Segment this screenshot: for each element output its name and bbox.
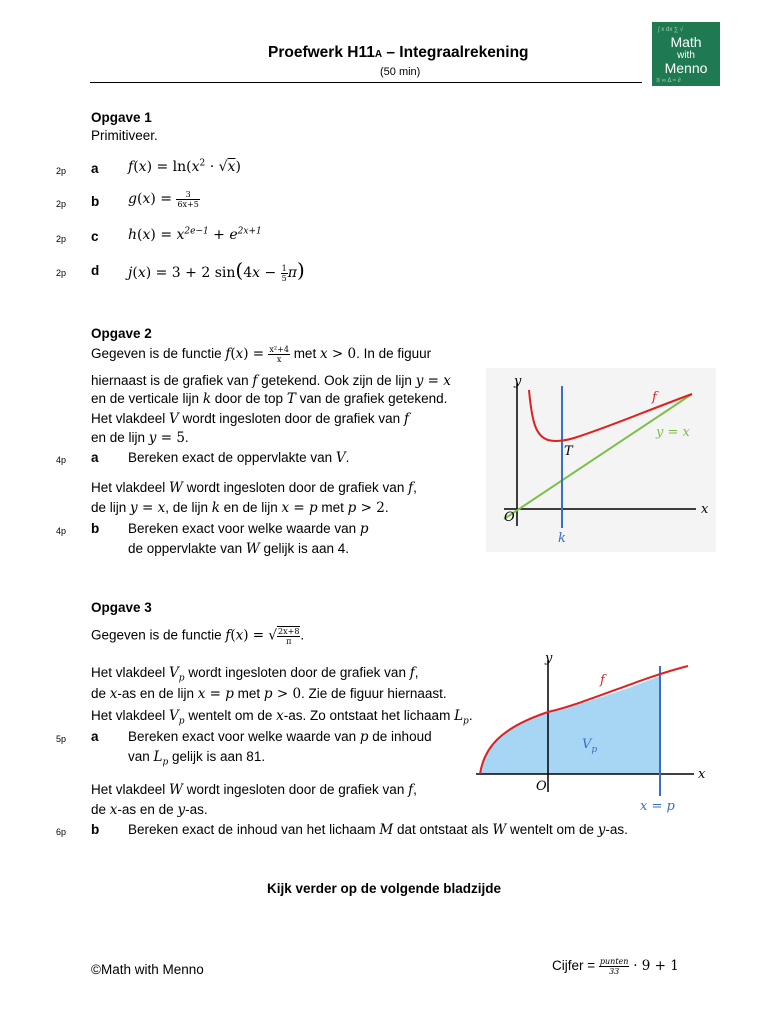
q2-label-y: y [514, 374, 522, 389]
q2-label-O: O [504, 510, 515, 525]
grade-label: Cijfer = [552, 958, 596, 974]
q3b-points: 6p [56, 827, 67, 837]
q1d-label: d [91, 263, 100, 278]
q3-label-x: x [698, 767, 706, 782]
grade-rest: · 9 + 1 [633, 958, 679, 975]
logo [652, 22, 720, 86]
page-title [268, 44, 529, 62]
q2-heading: Opgave 2 [91, 326, 152, 341]
q2b-text1: Bereken exact voor welke waarde van p [128, 521, 369, 537]
q1c-points: 2p [56, 234, 67, 244]
q2-label-line: y = x [656, 425, 690, 440]
q2-line6: Het vlakdeel W wordt ingesloten door de grafiek van f, [91, 480, 417, 496]
q3-figure [470, 648, 710, 818]
q3-line5: Het vlakdeel W wordt ingesloten door de grafiek van f, [91, 782, 417, 798]
q3-label-xp: x = p [640, 799, 675, 814]
q2-line1: Gegeven is de functie f(x) = $\frac{\text{x²+4}}{x}$ met x > 0. In de figuur [91, 345, 432, 364]
q3-line1: Gegeven is de functie f(x) = √ $\frac{2x+8}{\pi}$ . [91, 627, 305, 646]
q1c-formula: $h(x) = x^{2e-1} + e^{2x+1}$ [128, 226, 262, 243]
title-subscript: A [374, 49, 383, 60]
copyright: ©Math with Menno [91, 962, 204, 977]
q2a-label: a [91, 450, 99, 465]
q2-line2: hiernaast is de grafiek van f getekend. Ook zijn de lijn y = x [91, 373, 451, 389]
q2-figure [486, 368, 716, 552]
q1b-points: 2p [56, 199, 67, 209]
q2-label-f: f [652, 390, 657, 405]
q1d-points: 2p [56, 268, 67, 278]
q3-line2: Het vlakdeel $V_p$ wordt ingesloten door de grafiek van f, [91, 665, 419, 684]
q2-label-x: x [701, 502, 709, 517]
q1-heading: Opgave 1 [91, 110, 152, 125]
grade-formula [552, 957, 679, 976]
q2a-points: 4p [56, 455, 67, 465]
q3-label-f: f [600, 673, 605, 688]
q3-label-V: $V_p$ [582, 737, 598, 755]
duration: (50 min) [380, 66, 421, 78]
q2-label-k: k [558, 531, 566, 546]
q1d-formula: j(x) = 3 + 2 sin(4x − $\frac{1}{5}$ π) [128, 258, 305, 283]
q2b-text2: de oppervlakte van W gelijk is aan 4. [128, 541, 350, 557]
q3-label-O: O [536, 779, 547, 794]
title-rest: – Integraalrekening [382, 44, 529, 61]
q1a-formula: $f(x) = \ln(x^2 \cdot √x)$ [128, 158, 241, 175]
q2b-points: 4p [56, 526, 67, 536]
q3a-label: a [91, 729, 99, 744]
svg-text:π ∞ Δ ≈ ∂: π ∞ Δ ≈ ∂ [656, 78, 681, 84]
q1a-label: a [91, 161, 99, 176]
q2a-text: Bereken exact de oppervlakte van V. [128, 450, 350, 466]
q3a-text2: van $L_p$ gelijk is aan 81. [128, 749, 266, 768]
grade-fraction: $\frac{\text{punten}}{33}$ [599, 957, 629, 976]
svg-text:∫ x dx ∑ √: ∫ x dx ∑ √ [658, 27, 684, 33]
q2-label-T: T [564, 444, 573, 459]
q2-line7: de lijn y = x, de lijn k en de lijn x = p met p > 2. [91, 500, 389, 516]
q3-line6: de x-as en de y-as. [91, 802, 208, 818]
q3-line3: de x-as en de lijn x = p met p > 0. Zie de figuur hiernaast. [91, 686, 447, 702]
q3a-points: 5p [56, 734, 67, 744]
q3b-text: Bereken exact de inhoud van het lichaam M dat ontstaat als W wentelt om de y-as. [128, 822, 628, 838]
logo-line3: Menno [664, 60, 708, 76]
q1b-formula: g(x) = $\frac{3}{6x+5}$ [128, 190, 199, 209]
q3-region-Vp [480, 676, 660, 774]
q2b-text2-end: gelijk is aan 4. [263, 541, 350, 556]
q3b-label: b [91, 822, 100, 837]
q3-label-y: y [545, 651, 553, 666]
q2b-label: b [91, 521, 100, 536]
q1c-label: c [91, 229, 99, 244]
q2-figure-bg [486, 368, 716, 552]
q2-line3: en de verticale lijn k door de top T van de grafiek getekend. [91, 391, 448, 407]
q1b-label: b [91, 194, 100, 209]
q3-line4: Het vlakdeel $V_p$ wentelt om de x-as. Zo ontstaat het lichaam $L_p$. [91, 708, 473, 727]
logo-line1: Math [670, 34, 702, 50]
continue-note: Kijk verder op de volgende bladzijde [266, 881, 502, 896]
logo-line2: with [677, 50, 695, 61]
q3-heading: Opgave 3 [91, 600, 152, 615]
q2-line5: en de lijn y = 5. [91, 430, 189, 446]
q3a-text1: Bereken exact voor welke waarde van p de inhoud [128, 729, 432, 745]
title-main: Proefwerk H11 [268, 44, 375, 61]
q1-intro: Primitiveer. [91, 128, 158, 143]
header-rule [90, 82, 642, 83]
q2-line4: Het vlakdeel V wordt ingesloten door de grafiek van f [91, 411, 409, 427]
q1a-points: 2p [56, 166, 67, 176]
